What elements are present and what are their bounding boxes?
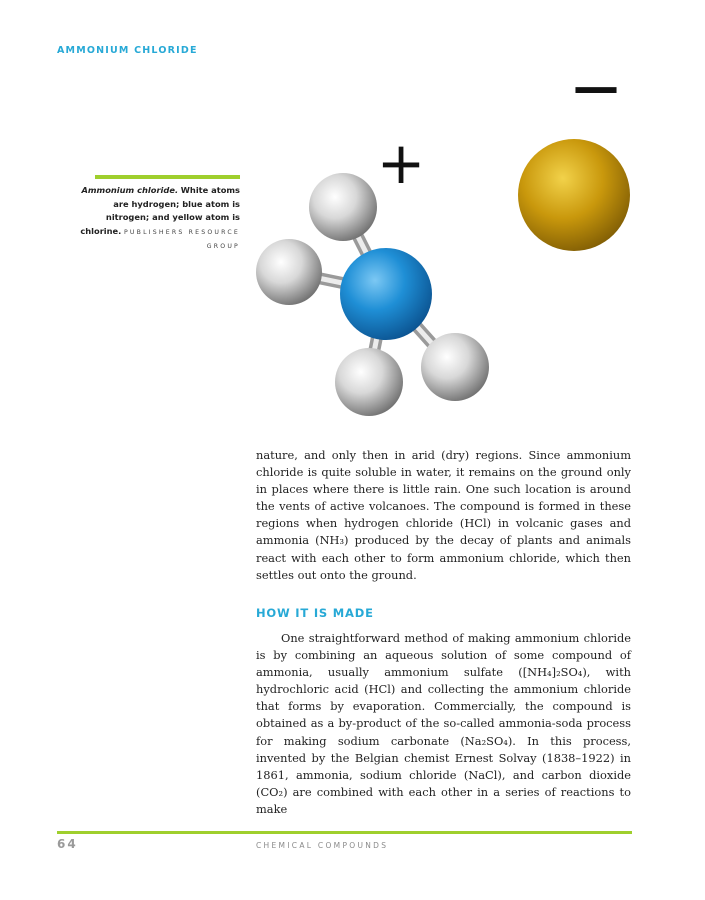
hydrogen-atom [335,348,403,416]
caption-rule [95,175,240,179]
caption-body: White atoms are hydrogen; blue atom is nitrogen; and yellow atom is chlorine. [80,185,240,236]
figure-caption [80,184,240,254]
plus-sign: + [376,129,426,197]
hydrogen-atom [309,173,377,241]
page-number: 64 [57,837,78,851]
body-paragraph-1 [256,447,631,584]
section-heading: HOW IT IS MADE [256,606,374,620]
book-title: CHEMICAL COMPOUNDS [256,841,389,850]
hydrogen-atom [256,239,322,305]
molecule-illustration [256,82,632,418]
paragraph-text: nature, and only then in arid (dry) regions. Since ammonium chloride is quite soluble in water, it remains on the ground only in places where there is little rain. One such location is around the vents of active volcanoes. The compound is formed in these regions when hydrogen chloride (HCl) in volcanic gases and ammonia (NH₃) produced by the decay of plants and animals react with each other to form ammonium chloride, which then settles out onto the ground. [256,448,631,582]
chlorine-atom [518,139,630,251]
nitrogen-atom [340,248,432,340]
ammonium-chloride-figure [256,82,632,418]
caption-credit: PUBLISHERS RESOURCE GROUP [123,228,240,250]
body-paragraph-2 [256,630,631,818]
caption-title: Ammonium chloride. [81,185,179,195]
paragraph-text: One straightforward method of making ammonium chloride is by combining an aqueous solution of some compound of ammonia, usually ammonium sulfate ([NH₄]₂SO₄), with hydrochloric acid (HCl) and collecting the ammonium chloride that forms by evaporation. Commercially, the compound is obtained as a by-product of the so-called ammonia-soda process for making sodium carbonate (Na₂SO₄). In this process, invented by the Belgian chemist Ernest Solvay (1838–1922) in 1861, ammonia, sodium chloride (NaCl), and carbon dioxide (CO₂) are combined with each other in a series of reactions to make [256,631,631,816]
footer-rule [57,831,632,834]
running-head: AMMONIUM CHLORIDE [57,45,198,56]
hydrogen-atom [421,333,489,401]
minus-sign: — [573,82,619,114]
